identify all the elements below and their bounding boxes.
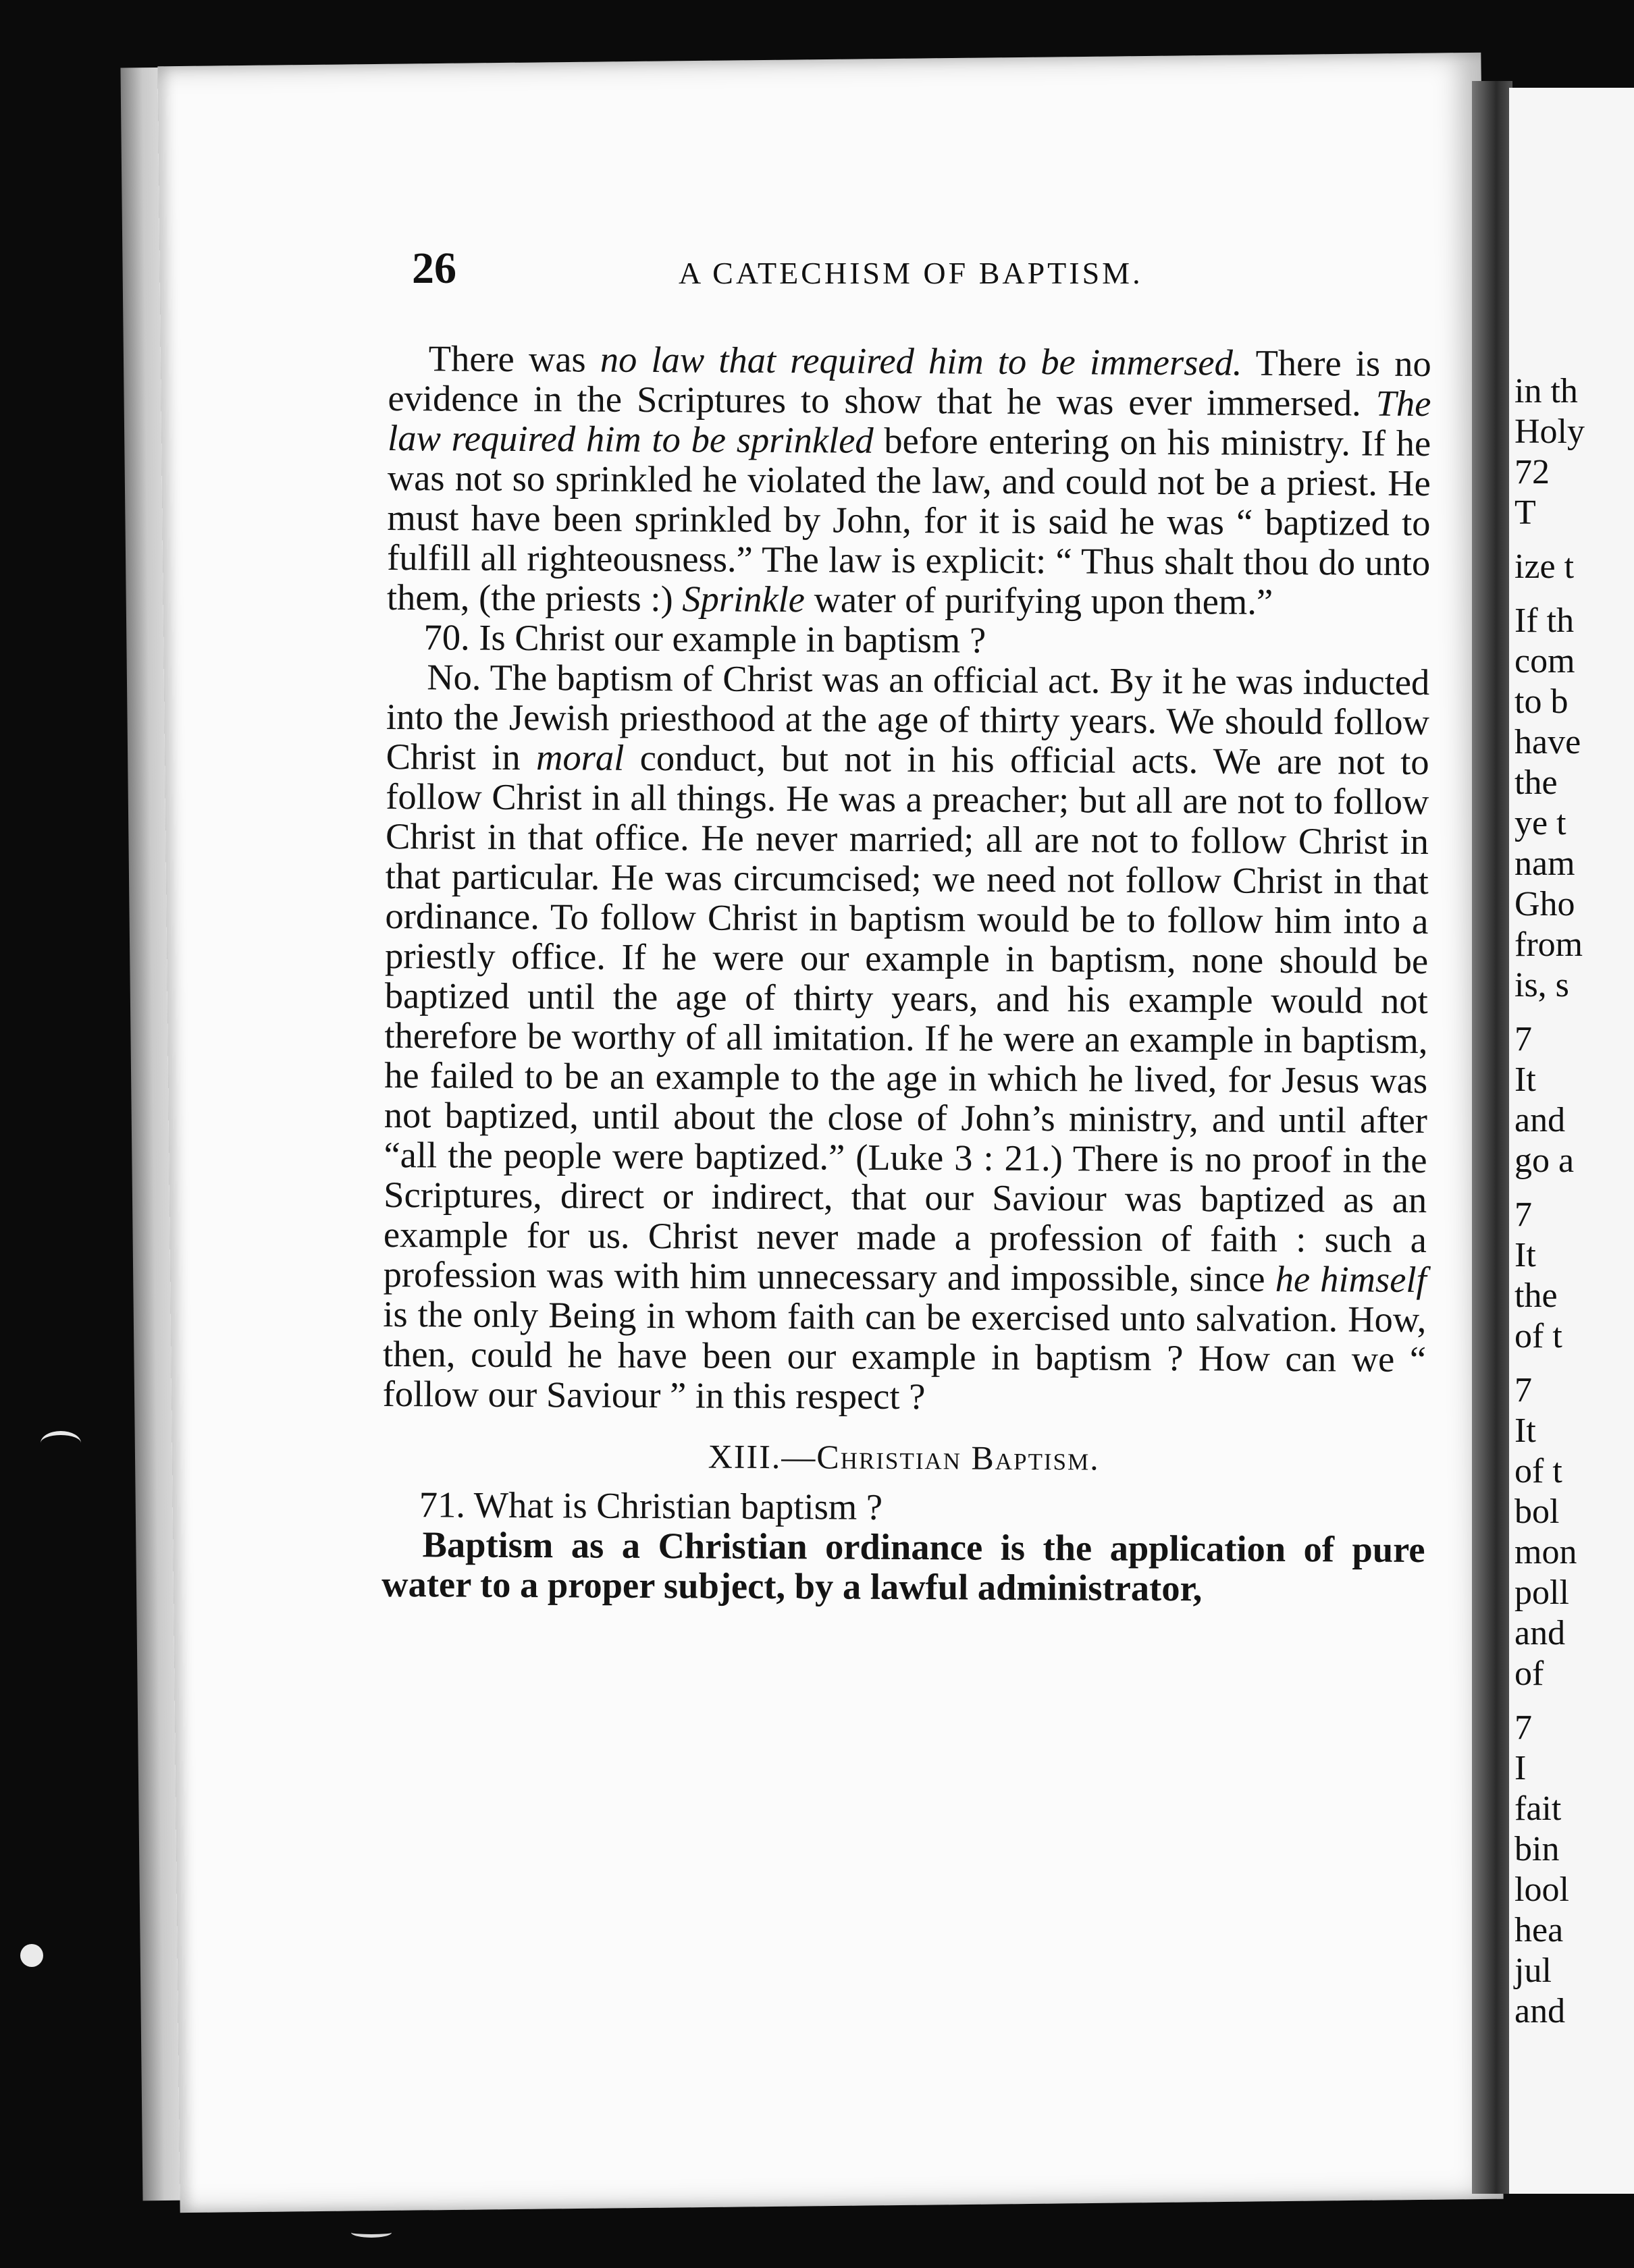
section-heading: XIII.—Christian Baptism. [708,1437,1100,1478]
facing-page-line: jul [1514,1951,1552,1990]
running-head: A CATECHISM OF BAPTISM. [679,256,1143,290]
facing-page-line: lool [1514,1870,1569,1909]
facing-page-line: of t [1514,1317,1562,1355]
facing-page-line: 72 [1514,453,1550,491]
facing-page-line: fait [1514,1789,1562,1828]
facing-page-line: Holy [1514,412,1585,451]
book-gutter [1472,81,1512,2194]
facing-page-line: nam [1514,844,1575,883]
facing-page-line: the [1514,763,1558,802]
facing-page-line: ize t [1514,547,1575,586]
scan-mark [20,1944,43,1967]
facing-page-line: bin [1514,1830,1560,1868]
facing-page-line: bol [1514,1492,1560,1531]
facing-page-line: It [1514,1236,1536,1274]
facing-page-line: from [1514,925,1583,964]
facing-page [1509,88,1634,2194]
facing-page-line: the [1514,1276,1558,1315]
question-71: 71. What is Christian baptism ? [419,1484,883,1528]
facing-page-line: and [1514,1992,1566,2030]
facing-page-line: 7 [1514,1020,1532,1058]
facing-page-line: and [1514,1101,1566,1139]
answer-71: Baptism as a Christian ordinance is the application of pure water to a proper subject, by a lawful administrator, [381,1523,1425,1609]
paragraph: There was no law that required him to be immersed. There is no evidence in the Scriptures to show that he was ever immersed. The law required him to be sprinkled before entering on his ministry. If he was not so sprinkled he violated the law, and could not be a priest. He must have been sprinkled by John, for it is said he was “ baptized to fulfill all righteousness.” The law is explicit: “ Thus shalt thou do unto them, (the priests :) Sprinkle water of purifying upon them.” [386,338,1431,622]
facing-page-line: It [1514,1060,1536,1099]
facing-page-line: have [1514,723,1581,761]
scan-mark [351,2228,392,2238]
facing-page-line: poll [1514,1573,1569,1612]
facing-page-line: is, s [1514,966,1569,1004]
facing-page-line: 7 [1514,1371,1532,1409]
page-number: 26 [412,244,456,293]
page-text [381,338,1431,1609]
facing-page-line: T [1514,493,1536,532]
facing-page-line: in th [1514,372,1578,410]
facing-page-line: It [1514,1411,1536,1450]
facing-page-line: I [1514,1749,1527,1787]
facing-page-line: com [1514,642,1575,680]
scan-mark [41,1431,81,1455]
facing-page-line: of t [1514,1452,1562,1490]
facing-page-line: to b [1514,682,1569,721]
answer-70: No. The baptism of Christ was an official act. By it he was inducted into the Jewish priesthood at the age of thirty years. We should follow Christ in moral conduct, but not in his official acts. We are not to follow Christ in all things. He was a preacher; but all are not to follow Christ in that office. He never married; all are not to follow Christ in that particular. He was circumcised; we need not follow Christ in that ordinance. To follow Christ in baptism would be to follow him into a priestly office. If he were our example in baptism, none should be baptized until the age of thirty years, and his example would not therefore be worthy of all imitation. If he were an example in baptism, he failed to be an example to the age in which he lived, for Jesus was not baptized, until about the close of John’s ministry, and until after “all the people were baptized.” (Luke 3 : 21.) There is no proof in the Scriptures, direct or indirect, that our Saviour was baptized as an example for us. Christ never made a profession of faith : such a profession was with him unnecessary and impossible, since he himself is the only Being in whom faith can be exercised unto salvation. How, then, could he have been our example in baptism ? How can we “ follow our Saviour ” in this respect ? [382,656,1430,1418]
facing-page-line: Gho [1514,885,1575,923]
facing-page-line: 7 [1514,1708,1532,1747]
facing-page-line: hea [1514,1911,1564,1949]
facing-page-line: If th [1514,601,1575,640]
facing-page-line: mon [1514,1533,1577,1571]
facing-page-line: of [1514,1654,1544,1693]
question-70: 70. Is Christ our example in baptism ? [423,616,986,661]
facing-page-line: and [1514,1614,1566,1652]
facing-page-line: ye t [1514,804,1566,842]
facing-page-line: go a [1514,1141,1575,1180]
facing-page-line: 7 [1514,1195,1532,1234]
